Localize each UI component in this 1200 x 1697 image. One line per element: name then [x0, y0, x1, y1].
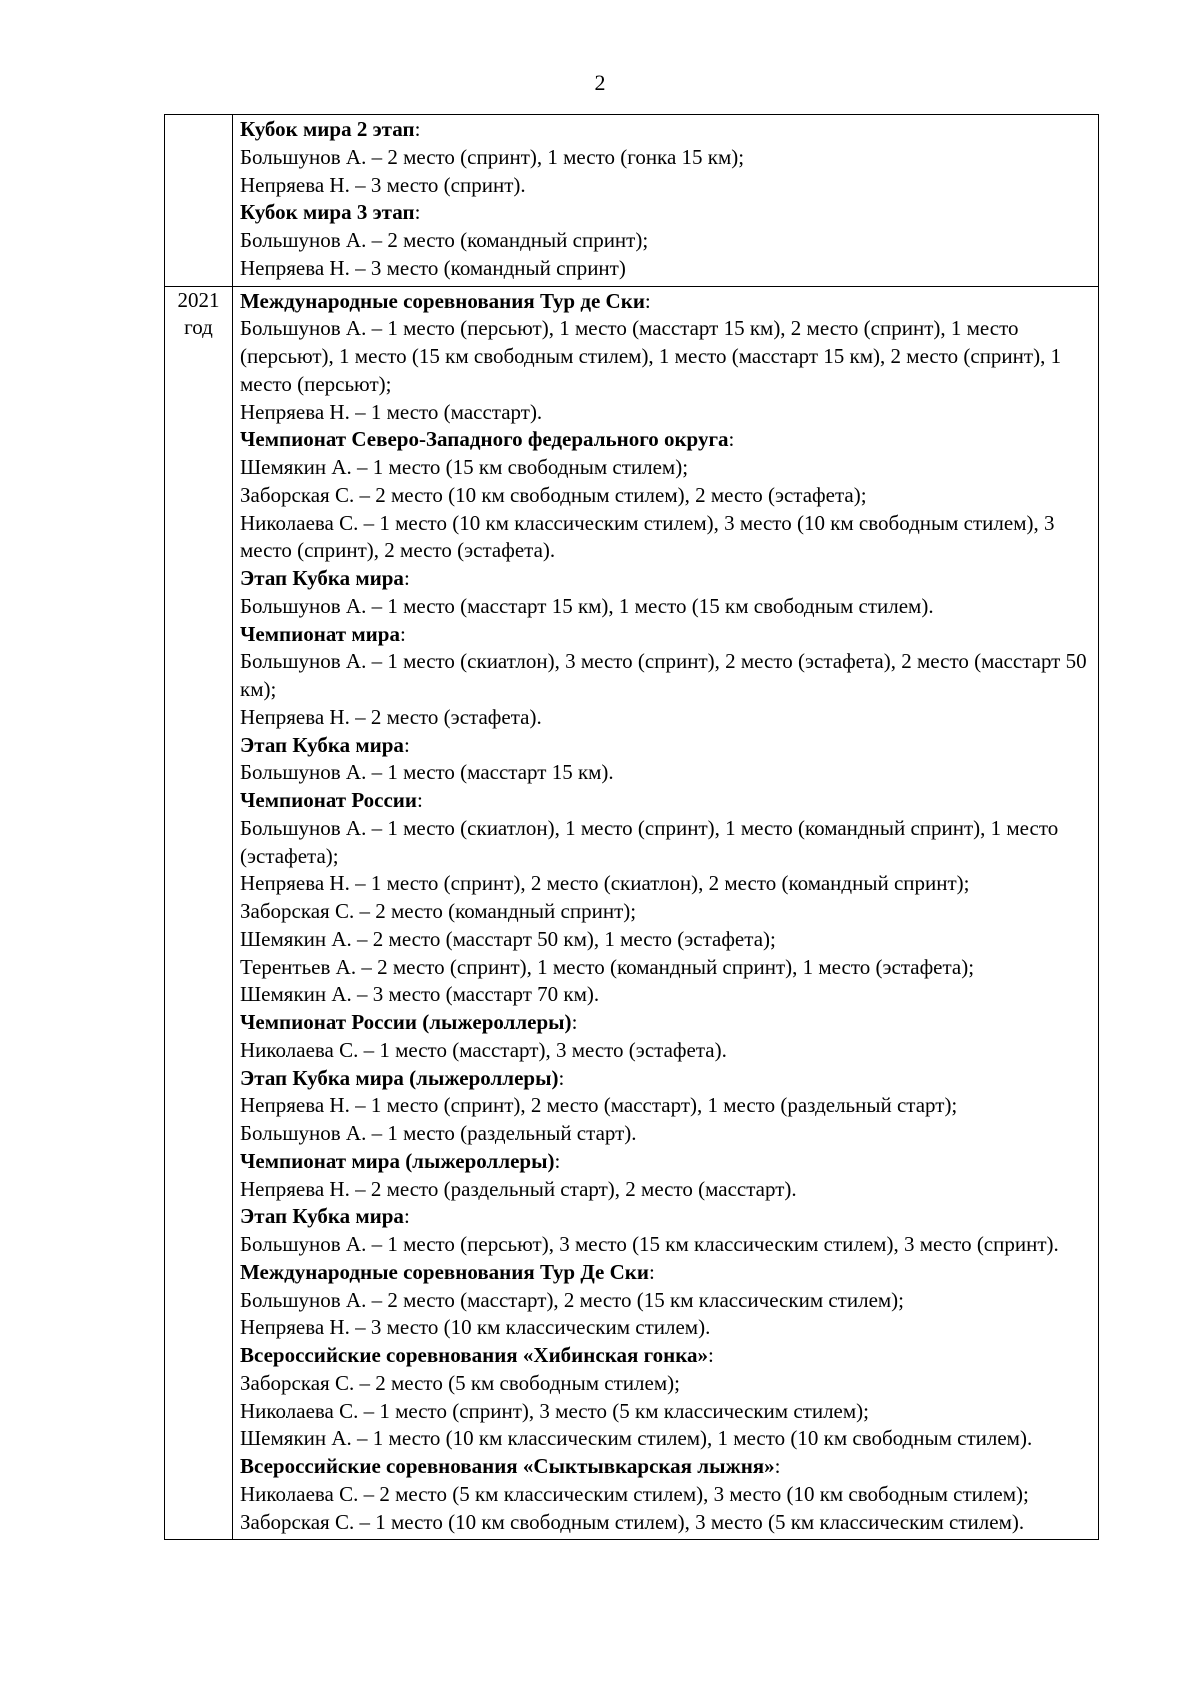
result-line: Непряева Н. – 3 место (спринт). — [240, 172, 526, 197]
result-line: Непряева Н. – 1 место (спринт), 2 место (скиатлон), 2 место (командный спринт); — [240, 871, 970, 896]
page-number: 2 — [594, 70, 606, 95]
competition-heading-text: Всероссийские соревнования «Хибинская гонка» — [240, 1343, 708, 1367]
competition-heading-text: Этап Кубка мира — [240, 566, 404, 590]
result-line: Большунов А. – 2 место (спринт), 1 место (гонка 15 км); — [240, 144, 745, 169]
competition-heading: Международные соревнования Тур Де Ски: — [240, 1259, 655, 1284]
result-line: Николаева С. – 2 место (5 км классическим стилем), 3 место (10 км свободным стилем); — [240, 1481, 1029, 1506]
result-line: Непряева Н. – 1 место (масстарт). — [240, 399, 543, 424]
competition-heading: Чемпионат мира: — [240, 621, 406, 646]
competition-heading-text: Международные соревнования Тур де Ски — [240, 288, 645, 313]
competition-heading-text: Этап Кубка мира — [240, 1204, 404, 1229]
table-row — [165, 115, 1099, 287]
competition-heading-text: Чемпионат России — [240, 788, 418, 812]
competition-heading: Кубок мира 2 этап: — [240, 117, 421, 141]
competition-heading: Этап Кубка мира (лыжероллеры): — [240, 1065, 565, 1090]
result-line: Шемякин А. – 1 место (10 км классическим стилем), 1 место (10 км свободным стилем). — [240, 1426, 1033, 1451]
result-line: Непряева Н. – 2 место (эстафета). — [240, 704, 542, 729]
result-line: Непряева Н. – 1 место (спринт), 2 место (масстарт), 1 место (раздельный старт); — [240, 1093, 958, 1118]
result-line: Большунов А. – 1 место (раздельный старт). — [240, 1121, 637, 1145]
competition-heading-text: Кубок мира 2 этап — [240, 117, 415, 141]
result-line: Большунов А. – 2 место (командный спринт); — [240, 228, 649, 252]
competition-heading-text: Этап Кубка мира (лыжероллеры) — [240, 1065, 559, 1090]
results-cell — [233, 115, 1099, 287]
result-line: Николаева С. – 1 место (спринт), 3 место (5 км классическим стилем); — [240, 1398, 869, 1423]
competition-heading-text: Чемпионат России (лыжероллеры) — [240, 1010, 572, 1034]
result-line: Заборская С. – 1 место (10 км свободным стилем), 3 место (5 км классическим стилем). — [240, 1509, 1025, 1534]
result-line: Заборская С. – 2 место (5 км свободным стилем); — [240, 1370, 680, 1395]
competition-heading-text: Чемпионат мира (лыжероллеры) — [240, 1148, 555, 1173]
result-line: Непряева Н. – 3 место (10 км классическим стилем). — [240, 1315, 711, 1340]
table-row — [165, 286, 1099, 1540]
results-table-body — [165, 115, 1099, 1540]
competition-heading-text: Чемпионат мира — [240, 621, 400, 646]
competition-heading: Этап Кубка мира: — [240, 566, 410, 590]
competition-heading: Международные соревнования Тур де Ски: — [240, 288, 651, 313]
result-line: Непряева Н. – 3 место (командный спринт) — [240, 255, 626, 280]
result-line: Шемякин А. – 3 место (масстарт 70 км). — [240, 982, 600, 1007]
result-line: Большунов А. – 1 место (персьют), 3 место (15 км классическим стилем), 3 место (спринт). — [240, 1232, 1059, 1256]
result-line: Терентьев А. – 2 место (спринт), 1 место (командный спринт), 1 место (эстафета); — [240, 954, 975, 979]
result-line: Заборская С. – 2 место (командный спринт); — [240, 899, 637, 923]
competition-heading-text: Кубок мира 3 этап — [240, 200, 415, 225]
result-line: Николаева С. – 1 место (масстарт), 3 место (эстафета). — [240, 1037, 727, 1062]
competition-heading-text: Чемпионат Северо-Западного федерального округа — [240, 427, 729, 452]
competition-heading: Кубок мира 3 этап: — [240, 200, 421, 225]
competition-heading: Этап Кубка мира: — [240, 1204, 410, 1229]
competition-heading: Чемпионат России (лыжероллеры): — [240, 1010, 578, 1034]
result-line: Большунов А. – 1 место (персьют), 1 место (масстарт 15 км), 2 место (спринт), 1 место (персьют), 1 место (15 км свободным стилем), 1 место (масстарт 15 км), 2 место (спринт), 1 место (персьют); — [240, 316, 1062, 396]
results-cell — [233, 286, 1099, 1540]
competition-heading: Всероссийские соревнования «Хибинская гонка»: — [240, 1343, 714, 1367]
competition-heading-text: Этап Кубка мира — [240, 732, 404, 757]
result-line: Большунов А. – 1 место (масстарт 15 км). — [240, 760, 614, 785]
result-line: Большунов А. – 1 место (масстарт 15 км), 1 место (15 км свободным стилем). — [240, 593, 934, 618]
result-line: Непряева Н. – 2 место (раздельный старт), 2 место (масстарт). — [240, 1176, 797, 1201]
result-line: Заборская С. – 2 место (10 км свободным стилем), 2 место (эстафета); — [240, 482, 867, 507]
competition-heading: Чемпионат мира (лыжероллеры): — [240, 1148, 561, 1173]
result-line: Шемякин А. – 2 место (масстарт 50 км), 1 место (эстафета); — [240, 926, 776, 951]
results-table — [164, 114, 1099, 1540]
competition-heading-text: Международные соревнования Тур Де Ски — [240, 1259, 649, 1284]
year-cell — [165, 115, 233, 287]
competition-heading: Всероссийские соревнования «Сыктывкарская лыжня»: — [240, 1454, 781, 1478]
result-line: Большунов А. – 2 место (масстарт), 2 место (15 км классическим стилем); — [240, 1287, 905, 1312]
competition-heading: Чемпионат Северо-Западного федерального округа: — [240, 427, 735, 452]
year-cell: 2021 год — [165, 286, 233, 1540]
result-line: Шемякин А. – 1 место (15 км свободным стилем); — [240, 455, 689, 479]
result-line: Большунов А. – 1 место (скиатлон), 1 место (спринт), 1 место (командный спринт), 1 место (эстафета); — [240, 815, 1059, 868]
result-line: Большунов А. – 1 место (скиатлон), 3 место (спринт), 2 место (эстафета), 2 место (масстарт 50 км); — [240, 649, 1087, 701]
result-line: Николаева С. – 1 место (10 км классическим стилем), 3 место (10 км свободным стилем), 3 место (спринт), 2 место (эстафета). — [240, 510, 1055, 563]
competition-heading: Чемпионат России: — [240, 788, 423, 812]
competition-heading-text: Всероссийские соревнования «Сыктывкарская лыжня» — [240, 1454, 775, 1478]
competition-heading: Этап Кубка мира: — [240, 732, 410, 757]
